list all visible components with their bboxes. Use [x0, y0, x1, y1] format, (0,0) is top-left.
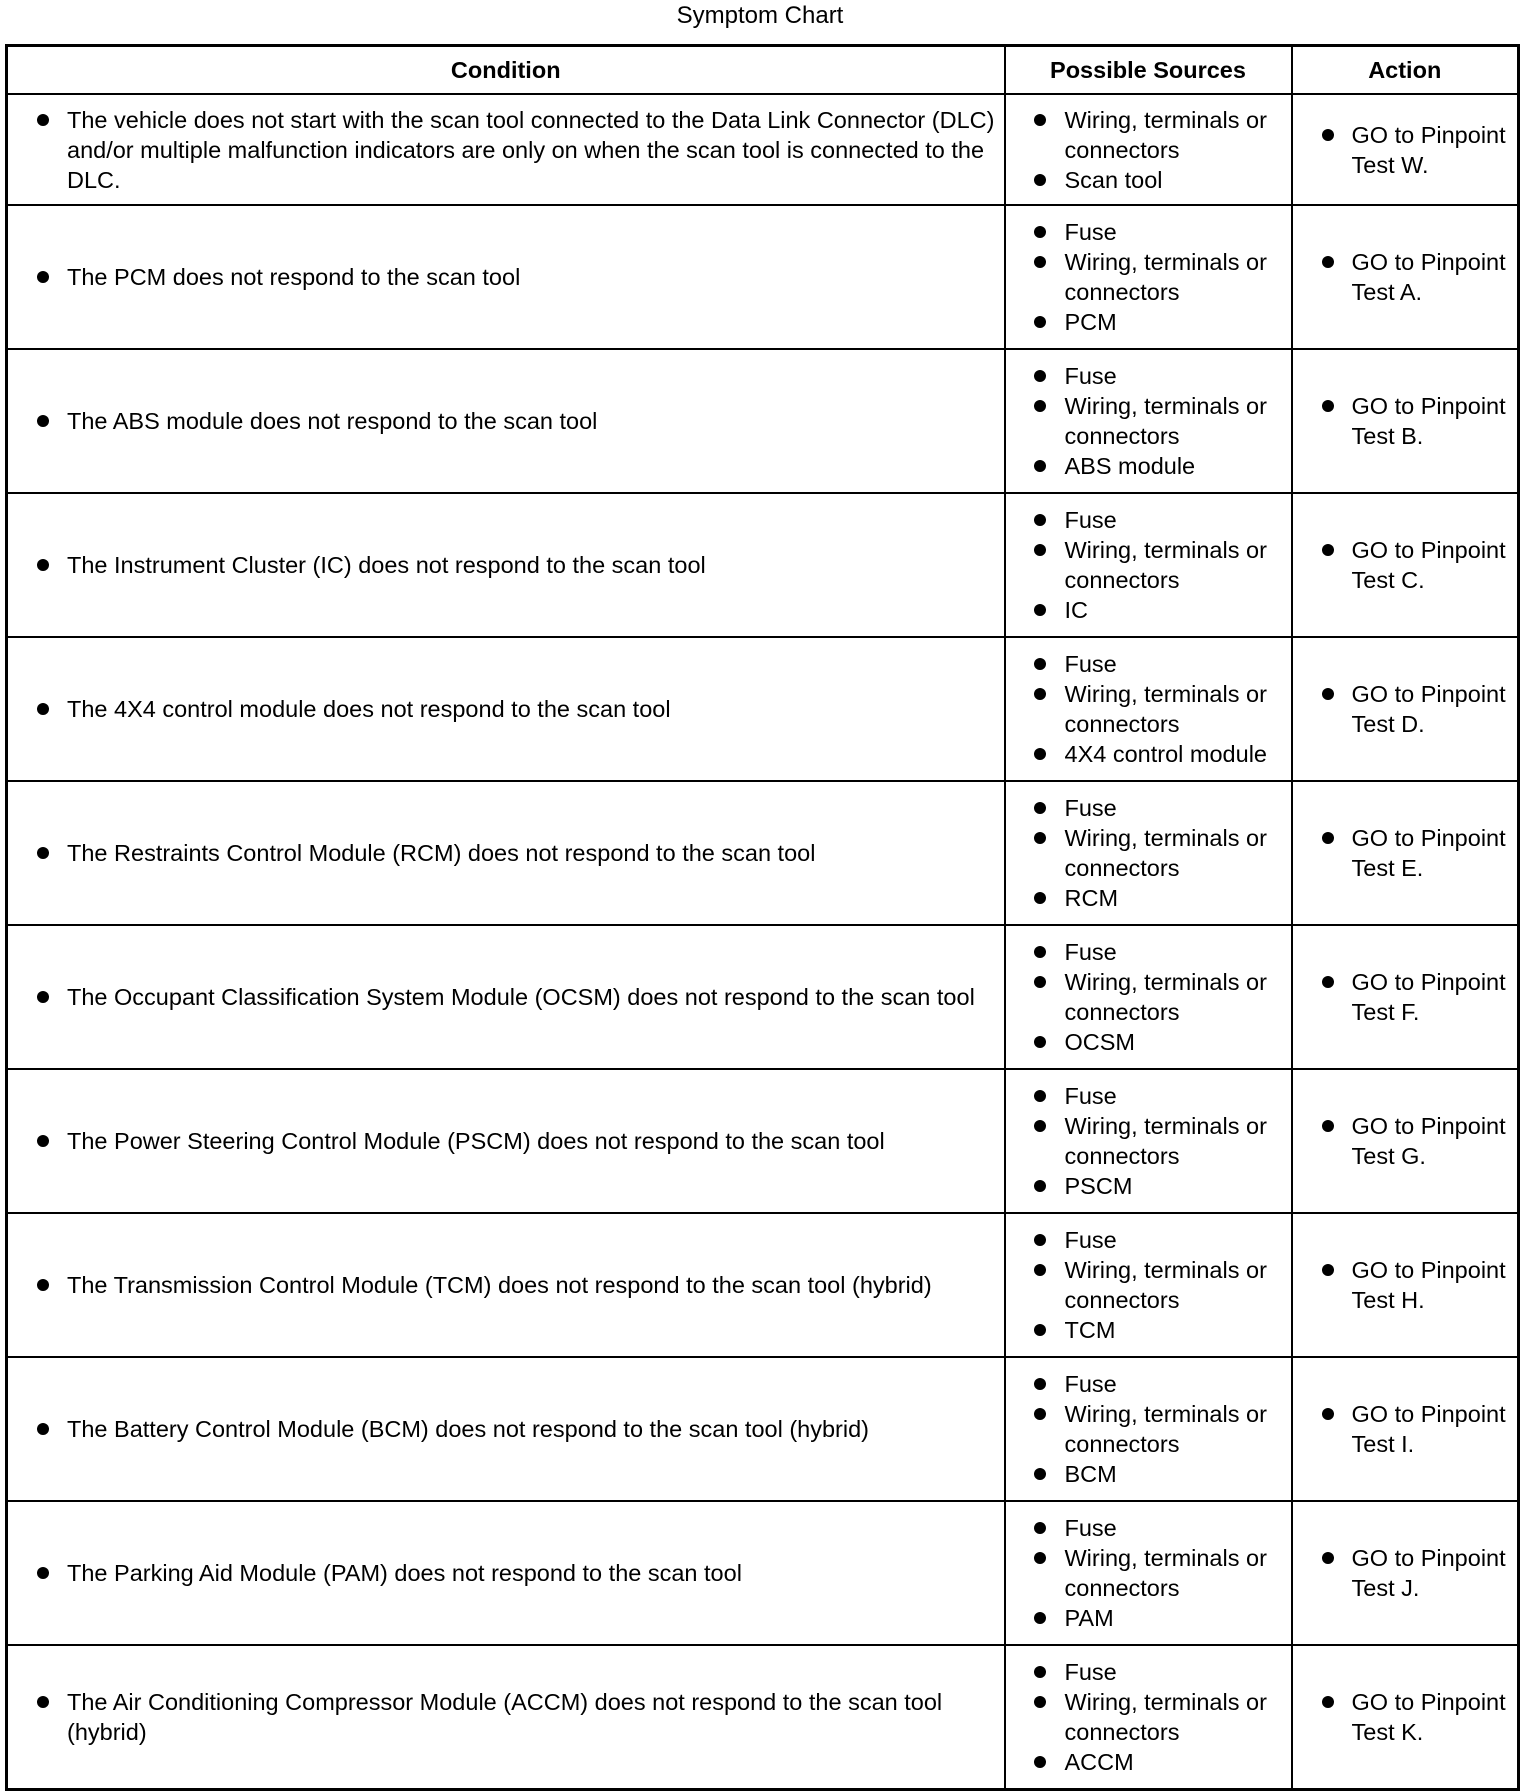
table-header-row: [7, 46, 1519, 95]
source-item: Wiring, terminals or connectors: [1007, 105, 1290, 165]
source-item: RCM: [1007, 883, 1290, 913]
source-item: Fuse: [1007, 1369, 1290, 1399]
source-item: Fuse: [1007, 505, 1290, 535]
condition-text: The ABS module does not respond to the scan tool: [67, 408, 598, 434]
condition-cell: [7, 1213, 1005, 1357]
bullet-icon: [1034, 1090, 1046, 1102]
action-text: GO to Pinpoint Test W.: [1351, 121, 1506, 178]
bullet-icon: [37, 1135, 49, 1147]
table-row: [7, 205, 1519, 349]
sources-cell: [1005, 1501, 1292, 1645]
action-text: GO to Pinpoint Test J.: [1351, 1545, 1506, 1601]
action-cell: [1292, 1357, 1519, 1501]
condition-text: The PCM does not respond to the scan tool: [67, 264, 521, 290]
action-cell: [1292, 781, 1519, 925]
bullet-icon: [1034, 1180, 1046, 1192]
bullet-icon: [1322, 129, 1334, 141]
sources-cell: [1005, 349, 1292, 493]
source-item: Scan tool: [1007, 165, 1290, 195]
condition-cell: [7, 1069, 1005, 1213]
table-row: [7, 1213, 1519, 1357]
bullet-icon: [1034, 1696, 1046, 1708]
source-item: ACCM: [1007, 1747, 1290, 1777]
source-item: 4X4 control module: [1007, 739, 1290, 769]
source-item: Wiring, terminals or connectors: [1007, 1255, 1290, 1315]
condition-text: The Transmission Control Module (TCM) does not respond to the scan tool (hybrid): [67, 1272, 932, 1298]
source-item: OCSM: [1007, 1027, 1290, 1057]
condition-text: The Power Steering Control Module (PSCM) does not respond to the scan tool: [67, 1128, 885, 1154]
condition-cell: [7, 349, 1005, 493]
bullet-icon: [1034, 658, 1046, 670]
bullet-icon: [1322, 1552, 1334, 1564]
sources-cell: [1005, 925, 1292, 1069]
bullet-icon: [1034, 514, 1046, 526]
source-item: ABS module: [1007, 451, 1290, 481]
bullet-icon: [1322, 1120, 1334, 1132]
action-cell: [1292, 205, 1519, 349]
bullet-icon: [1034, 802, 1046, 814]
condition-cell: [7, 637, 1005, 781]
condition-cell: [7, 1645, 1005, 1789]
bullet-icon: [37, 847, 49, 859]
sources-cell: [1005, 1645, 1292, 1789]
bullet-icon: [37, 1567, 49, 1579]
header-condition: Condition: [7, 46, 1005, 95]
source-item: Wiring, terminals or connectors: [1007, 823, 1290, 883]
action-text: GO to Pinpoint Test E.: [1351, 825, 1506, 881]
sources-cell: [1005, 205, 1292, 349]
header-possible-sources: Possible Sources: [1005, 46, 1292, 95]
bullet-icon: [1034, 1612, 1046, 1624]
bullet-icon: [1034, 748, 1046, 760]
action-cell: [1292, 1645, 1519, 1789]
action-text: GO to Pinpoint Test D.: [1351, 681, 1506, 737]
condition-text: The Instrument Cluster (IC) does not respond to the scan tool: [67, 552, 706, 578]
bullet-icon: [1322, 544, 1334, 556]
action-cell: [1292, 1501, 1519, 1645]
condition-text: The Battery Control Module (BCM) does not respond to the scan tool (hybrid): [67, 1416, 869, 1442]
bullet-icon: [1034, 892, 1046, 904]
bullet-icon: [1034, 832, 1046, 844]
bullet-icon: [1034, 226, 1046, 238]
source-item: PSCM: [1007, 1171, 1290, 1201]
table-row: [7, 1357, 1519, 1501]
source-item: TCM: [1007, 1315, 1290, 1345]
bullet-icon: [1322, 256, 1334, 268]
condition-text: The Parking Aid Module (PAM) does not respond to the scan tool: [67, 1560, 742, 1586]
source-item: Wiring, terminals or connectors: [1007, 1687, 1290, 1747]
condition-text: The Air Conditioning Compressor Module (ACCM) does not respond to the scan tool (hybrid): [67, 1688, 943, 1745]
bullet-icon: [37, 271, 49, 283]
bullet-icon: [1034, 1234, 1046, 1246]
action-cell: [1292, 349, 1519, 493]
source-item: Wiring, terminals or connectors: [1007, 679, 1290, 739]
table-row: [7, 637, 1519, 781]
sources-cell: [1005, 637, 1292, 781]
bullet-icon: [37, 1279, 49, 1291]
action-cell: [1292, 637, 1519, 781]
table-row: [7, 493, 1519, 637]
bullet-icon: [1034, 1036, 1046, 1048]
condition-cell: [7, 1501, 1005, 1645]
bullet-icon: [1034, 256, 1046, 268]
source-item: IC: [1007, 595, 1290, 625]
condition-cell: [7, 493, 1005, 637]
table-row: [7, 781, 1519, 925]
condition-text: The Restraints Control Module (RCM) does not respond to the scan tool: [67, 840, 816, 866]
bullet-icon: [1034, 400, 1046, 412]
bullet-icon: [1034, 976, 1046, 988]
bullet-icon: [1034, 688, 1046, 700]
table-row: [7, 1069, 1519, 1213]
bullet-icon: [1322, 1696, 1334, 1708]
bullet-icon: [37, 1696, 49, 1708]
source-item: Fuse: [1007, 217, 1290, 247]
condition-cell: [7, 925, 1005, 1069]
sources-cell: [1005, 1357, 1292, 1501]
bullet-icon: [1034, 544, 1046, 556]
source-item: Fuse: [1007, 361, 1290, 391]
action-cell: [1292, 493, 1519, 637]
source-item: Wiring, terminals or connectors: [1007, 1111, 1290, 1171]
bullet-icon: [37, 415, 49, 427]
bullet-icon: [1034, 1324, 1046, 1336]
table-row: [7, 1501, 1519, 1645]
action-cell: [1292, 925, 1519, 1069]
bullet-icon: [1322, 1264, 1334, 1276]
condition-cell: [7, 1357, 1005, 1501]
condition-text: The Occupant Classification System Module (OCSM) does not respond to the scan tool: [67, 984, 975, 1010]
action-cell: [1292, 94, 1519, 205]
header-action: Action: [1292, 46, 1519, 95]
action-cell: [1292, 1069, 1519, 1213]
source-item: PCM: [1007, 307, 1290, 337]
sources-cell: [1005, 94, 1292, 205]
bullet-icon: [1034, 604, 1046, 616]
bullet-icon: [1034, 1264, 1046, 1276]
sources-cell: [1005, 1069, 1292, 1213]
condition-cell: [7, 94, 1005, 205]
bullet-icon: [1034, 1378, 1046, 1390]
source-item: Fuse: [1007, 649, 1290, 679]
sources-cell: [1005, 1213, 1292, 1357]
bullet-icon: [1034, 1756, 1046, 1768]
bullet-icon: [1034, 1666, 1046, 1678]
action-text: GO to Pinpoint Test B.: [1351, 393, 1506, 449]
bullet-icon: [1034, 370, 1046, 382]
action-text: GO to Pinpoint Test K.: [1351, 1688, 1506, 1745]
source-item: BCM: [1007, 1459, 1290, 1489]
bullet-icon: [37, 559, 49, 571]
symptom-table: [5, 44, 1520, 1791]
action-text: GO to Pinpoint Test C.: [1351, 537, 1506, 593]
source-item: Fuse: [1007, 1513, 1290, 1543]
action-text: GO to Pinpoint Test H.: [1351, 1257, 1506, 1313]
source-item: Fuse: [1007, 937, 1290, 967]
condition-cell: [7, 205, 1005, 349]
table-row: [7, 94, 1519, 205]
bullet-icon: [1034, 460, 1046, 472]
condition-cell: [7, 781, 1005, 925]
table-row: [7, 1645, 1519, 1789]
bullet-icon: [37, 114, 49, 126]
source-item: Wiring, terminals or connectors: [1007, 1543, 1290, 1603]
action-text: GO to Pinpoint Test F.: [1351, 969, 1506, 1025]
source-item: Fuse: [1007, 793, 1290, 823]
condition-text: The vehicle does not start with the scan tool connected to the Data Link Connector (DLC) and/or multiple malfunction indicators are only on when the scan tool is connected to the DLC.: [67, 106, 995, 193]
source-item: Wiring, terminals or connectors: [1007, 967, 1290, 1027]
table-row: [7, 349, 1519, 493]
action-text: GO to Pinpoint Test I.: [1351, 1401, 1506, 1457]
bullet-icon: [1034, 1468, 1046, 1480]
bullet-icon: [37, 991, 49, 1003]
source-item: Fuse: [1007, 1081, 1290, 1111]
condition-text: The 4X4 control module does not respond to the scan tool: [67, 696, 671, 722]
action-text: GO to Pinpoint Test A.: [1351, 249, 1506, 305]
bullet-icon: [1034, 316, 1046, 328]
bullet-icon: [1034, 174, 1046, 186]
source-item: Wiring, terminals or connectors: [1007, 1399, 1290, 1459]
bullet-icon: [1322, 832, 1334, 844]
source-item: Wiring, terminals or connectors: [1007, 247, 1290, 307]
source-item: PAM: [1007, 1603, 1290, 1633]
bullet-icon: [1034, 114, 1046, 126]
bullet-icon: [1034, 946, 1046, 958]
bullet-icon: [37, 1423, 49, 1435]
source-item: Fuse: [1007, 1657, 1290, 1687]
source-item: Wiring, terminals or connectors: [1007, 535, 1290, 595]
bullet-icon: [37, 703, 49, 715]
source-item: Wiring, terminals or connectors: [1007, 391, 1290, 451]
bullet-icon: [1322, 400, 1334, 412]
bullet-icon: [1034, 1408, 1046, 1420]
bullet-icon: [1034, 1120, 1046, 1132]
bullet-icon: [1034, 1552, 1046, 1564]
bullet-icon: [1322, 1408, 1334, 1420]
bullet-icon: [1322, 976, 1334, 988]
action-text: GO to Pinpoint Test G.: [1351, 1113, 1506, 1169]
sources-cell: [1005, 493, 1292, 637]
table-row: [7, 925, 1519, 1069]
bullet-icon: [1322, 688, 1334, 700]
source-item: Fuse: [1007, 1225, 1290, 1255]
sources-cell: [1005, 781, 1292, 925]
action-cell: [1292, 1213, 1519, 1357]
bullet-icon: [1034, 1522, 1046, 1534]
chart-title: Symptom Chart: [676, 2, 844, 29]
